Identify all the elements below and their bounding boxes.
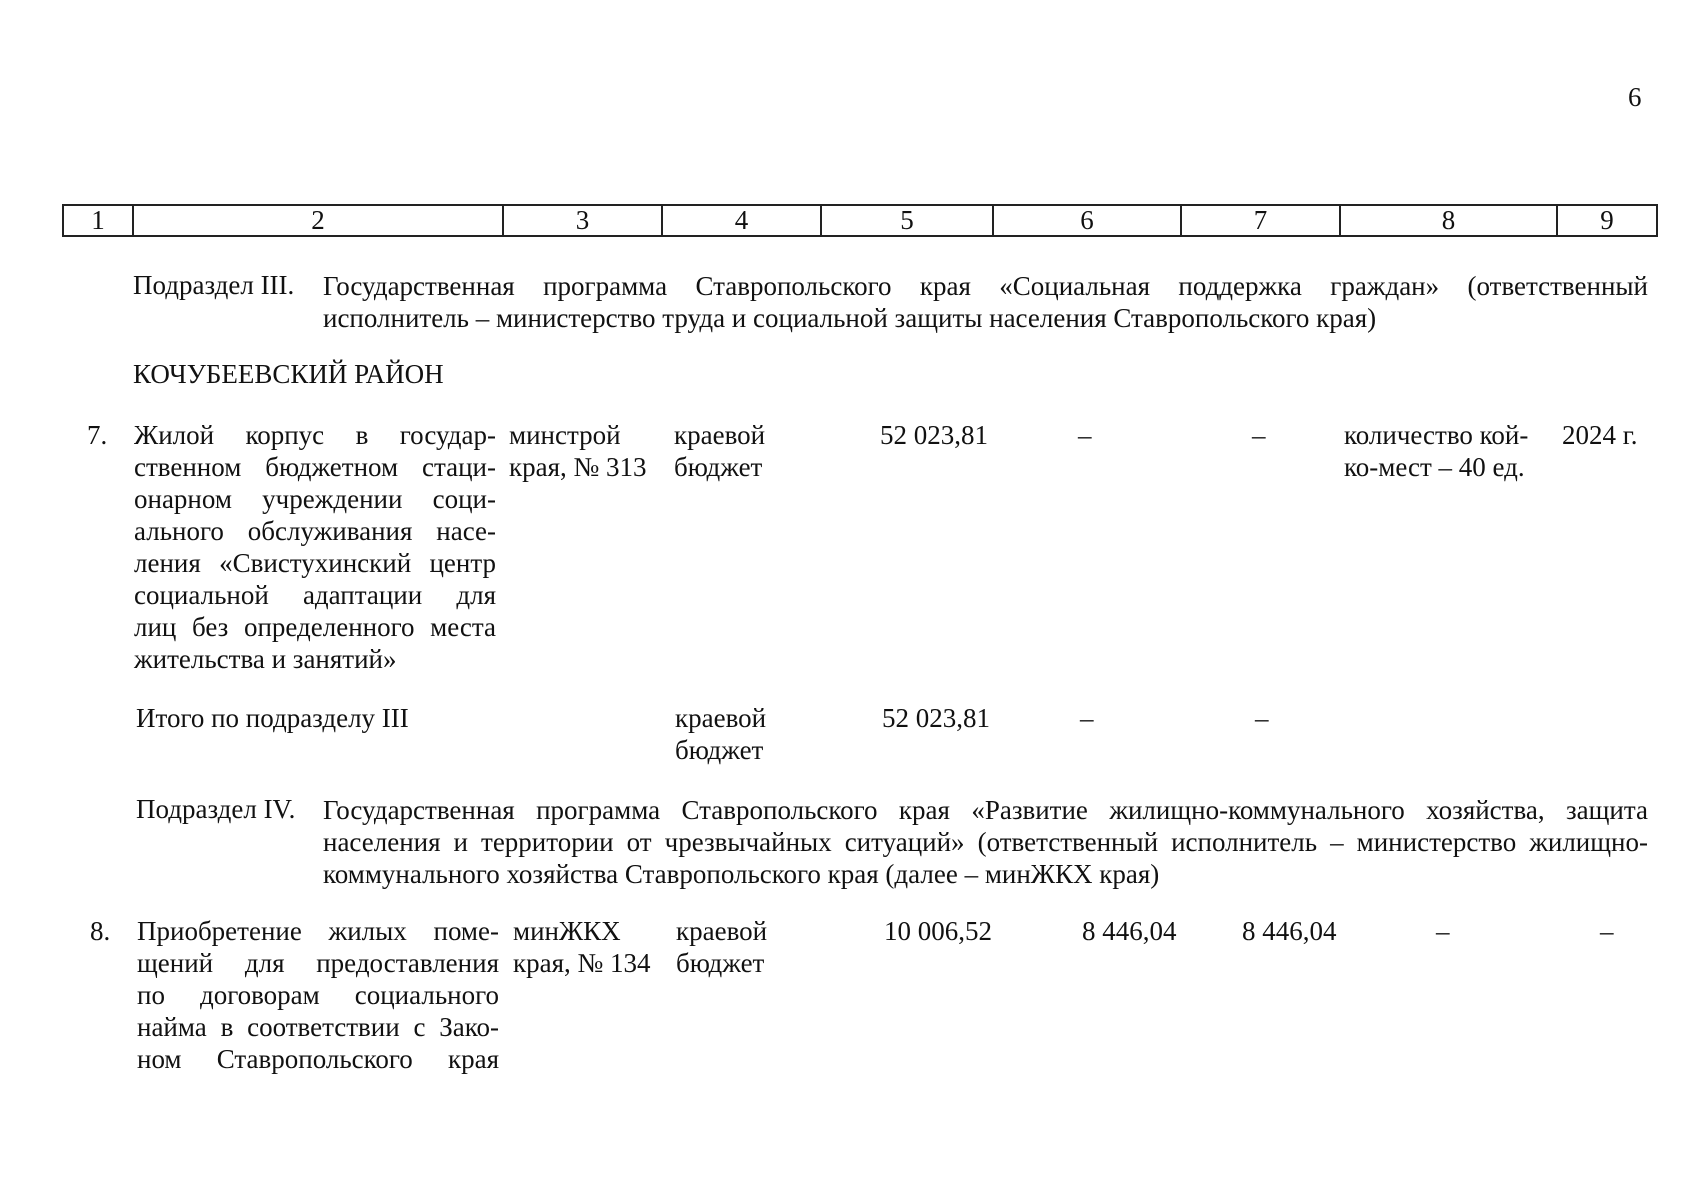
row-8-number: 8.	[90, 916, 111, 946]
subsection-3-line: исполнитель – министерство труда и социальной защиты населения Ставропольского края)	[323, 303, 1377, 333]
row-7-authority-line: минстрой	[509, 420, 621, 450]
row-8-col-8: –	[1436, 916, 1450, 946]
column-number-cell: 8	[1340, 205, 1557, 236]
row-7-funding-source	[674, 419, 765, 483]
row-7-authority-line: края, № 313	[509, 452, 647, 482]
row-8-col-6: 8 446,04	[1082, 916, 1177, 946]
total-3-source-line: краевой	[675, 703, 767, 733]
total-3-col-6: –	[1080, 703, 1094, 733]
total-3-label: Итого по подразделу III	[136, 703, 409, 733]
row-7-name-line: лиц без определенного места	[134, 612, 496, 642]
row-8-name	[137, 915, 499, 1075]
row-8-authority-line: минЖКХ	[513, 916, 621, 946]
total-3-source-line: бюджет	[675, 735, 764, 765]
row-8-col-7: 8 446,04	[1242, 916, 1337, 946]
row-8-source-line: краевой	[676, 916, 768, 946]
row-8-source-line: бюджет	[676, 948, 765, 978]
total-3-funding-source	[675, 702, 766, 766]
total-3-col-7: –	[1255, 703, 1269, 733]
row-7-col-7: –	[1252, 420, 1266, 450]
row-8-authority	[513, 915, 651, 979]
subsection-4-line: Государственная программа Ставропольского края «Развитие жилищно-коммунального хозяйства, защита	[323, 795, 1648, 825]
total-3-col-5: 52 023,81	[882, 703, 990, 733]
row-8-col-9: –	[1600, 916, 1614, 946]
subsection-4-line: населения и территории от чрезвычайных ситуаций» (ответственный исполнитель – министерство жилищно-	[323, 827, 1648, 857]
subsection-4-title	[323, 794, 1648, 890]
row-7-number: 7.	[87, 420, 108, 450]
subsection-3-title	[323, 270, 1648, 334]
column-number-cell: 2	[133, 205, 503, 236]
row-7-col-8-line: количество кой-	[1344, 420, 1529, 450]
row-7-name	[134, 419, 496, 675]
row-7-name-line: ственном бюджетном стаци-	[134, 452, 496, 482]
row-7-name-line: онарном учреждении соци-	[134, 484, 496, 514]
row-7-name-line: ления «Свистухинский центр	[134, 548, 496, 578]
row-7-authority	[509, 419, 647, 483]
row-7-col-8	[1344, 419, 1528, 483]
row-8-col-5: 10 006,52	[884, 916, 992, 946]
row-7-source-line: бюджет	[674, 452, 763, 482]
row-8-name-line: по договорам социального	[137, 980, 499, 1010]
subsection-4-label: Подраздел IV.	[136, 794, 296, 824]
row-8-name-line: Приобретение жилых поме-	[137, 916, 499, 946]
row-8-name-line: ном Ставропольского края	[137, 1044, 499, 1074]
column-number-cell: 9	[1557, 205, 1657, 236]
district-heading: КОЧУБЕЕВСКИЙ РАЙОН	[133, 359, 444, 389]
row-7-col-5: 52 023,81	[880, 420, 988, 450]
column-number-cell: 7	[1181, 205, 1340, 236]
row-7-name-line: социальной адаптации для	[134, 580, 496, 610]
column-number-cell: 4	[662, 205, 821, 236]
column-number-cell: 3	[503, 205, 662, 236]
row-7-col-9: 2024 г.	[1562, 420, 1638, 450]
column-number-cell: 6	[993, 205, 1181, 236]
row-7-name-line: ального обслуживания насе-	[134, 516, 496, 546]
row-7-col-8-line: ко-мест – 40 ед.	[1344, 452, 1525, 482]
row-7-name-line: жительства и занятий»	[134, 644, 397, 674]
column-number-header	[62, 204, 1658, 237]
row-7-source-line: краевой	[674, 420, 766, 450]
row-7-name-line: Жилой корпус в государ-	[134, 420, 496, 450]
page-number: 6	[1628, 82, 1642, 112]
subsection-4-line: коммунального хозяйства Ставропольского края (далее – минЖКХ края)	[323, 859, 1160, 889]
row-7-col-6: –	[1078, 420, 1092, 450]
column-number-cell: 5	[821, 205, 993, 236]
column-number-cell: 1	[63, 205, 133, 236]
row-8-authority-line: края, № 134	[513, 948, 651, 978]
subsection-3-label: Подраздел III.	[133, 270, 295, 300]
row-8-name-line: найма в соответствии с Зако-	[137, 1012, 499, 1042]
subsection-3-line: Государственная программа Ставропольского края «Социальная поддержка граждан» (ответственный	[323, 271, 1648, 301]
row-8-funding-source	[676, 915, 767, 979]
row-8-name-line: щений для предоставления	[137, 948, 499, 978]
